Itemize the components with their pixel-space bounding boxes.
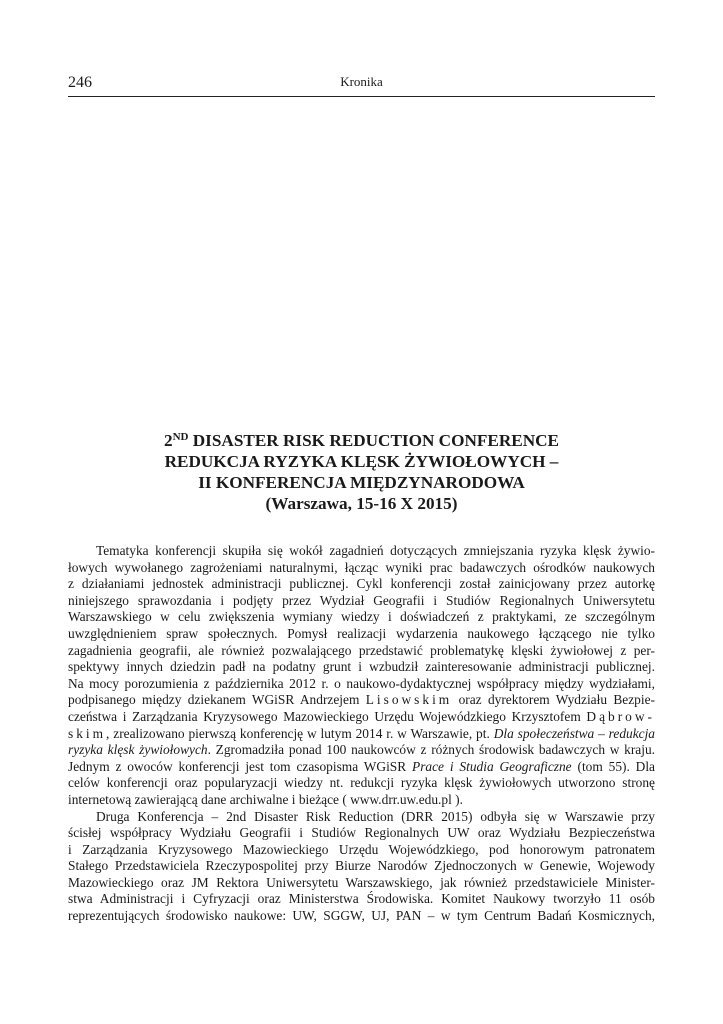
body-line: internetową zawierającą dane archiwalne i bieżące ( www.drr.uw.edu.pl ). [68, 791, 463, 807]
body-line: ścisłej współpracy Wydziału Geografii i Studiów Regionalnych UW oraz Wydziału Bezpieczeństwa [68, 825, 655, 841]
body-line [68, 759, 655, 776]
body-line [68, 692, 655, 709]
body-line: łowych wywołanego zagrożeniami naturalnymi, łącząc wyniki prac badawczych ośrodków naukowych [68, 559, 655, 575]
text-run: czeństwa i Zarządzania Kryzysowego Mazowieckiego Urzędu Wojewódzkiego Krzysztofem [68, 708, 587, 724]
body-line: celów konferencji oraz popularyzacji wiedzy nt. redukcji ryzyka klęsk żywiołowych utworzono stronę [68, 775, 655, 791]
person-name: Lisowskim [365, 692, 453, 708]
body-line: spektywy innych dziedzin padł na podatny grunt i wzbudził zainteresowanie administracji publicznej. [68, 659, 655, 675]
article-title [68, 430, 655, 514]
title-line-3: II KONFERENCJA MIĘDZYNARODOWA [198, 473, 525, 492]
body-line: Tematyka konferencji skupiła się wokół zagadnień dotyczących zmniejszania ryzyka klęsk żywio- [96, 543, 655, 558]
title-ordinal: 2 [163, 431, 173, 450]
body-line: Warszawskiego w celu zwiększenia wymiany wiedzy i doświadczeń z praktykami, ze szczególnym [68, 609, 655, 625]
italic-title: ryzyka klęsk żywiołowych [68, 742, 208, 758]
body-line: reprezentujących środowisko naukowe: UW, SGGW, UJ, PAN – w tym Centrum Badań Kosmicznych, [68, 908, 655, 924]
italic-title: Dla społeczeństwa – redukcja [493, 725, 655, 741]
text-run: . Zgromadziła ponad 100 naukowców z różnych środowisk badawczych w kraju. [207, 742, 655, 758]
running-title: Kronika [340, 74, 383, 89]
body-line: stwa Administracji i Cyfryzacji oraz Ministerstwa Środowiska. Komitet Naukowy tworzyło 11 osób [68, 891, 655, 907]
person-name: Dąbrow- [586, 708, 655, 724]
body-line: z działaniami jednostek administracji publicznej. Cykl konferencji został zainicjowany przez autorkę [68, 576, 655, 592]
text-run: oraz dyrektorem Wydziału Bezpie- [452, 692, 655, 708]
title-line-1 [68, 430, 655, 451]
body-line: Na mocy porozumienia z października 2012 r. o naukowo-dydaktycznej współpracy między wydziałami, [68, 675, 655, 691]
body-line: niniejszego sprawozdania i podjęty przez Wydział Geografii i Studiów Regionalnych Uniwersytetu [68, 592, 655, 608]
body-line: zagadnienia geografii, ale również pozwalającego przedstawić problematykę klęski żywiołowej z per- [68, 642, 655, 658]
title-english: DISASTER RISK REDUCTION CONFERENCE [188, 431, 560, 450]
page-number: 246 [68, 74, 92, 91]
title-line-2: REDUKCJA RYZYKA KLĘSK ŻYWIOŁOWYCH – [164, 452, 559, 471]
body-line [68, 709, 655, 726]
body-line: Mazowieckiego oraz JM Rektora Uniwersytetu Warszawskiego, jak również przedstawiciele Minister- [68, 874, 655, 890]
body-line [68, 726, 655, 743]
article-body [68, 543, 655, 925]
text-run: , zrealizowano pierwszą konferencję w lutym 2014 r. w Warszawie, pt. [106, 725, 494, 741]
text-run: (tom 55). Dla [571, 758, 655, 774]
body-line: Druga Konferencja – 2nd Disaster Risk Reduction (DRR 2015) odbyła się w Warszawie przy [96, 808, 655, 824]
page-header [68, 72, 655, 97]
title-ordinal-suffix: ND [172, 431, 189, 443]
body-line: Stałego Przedstawiciela Rzeczypospolitej przy Biurze Narodów Zjednoczonych w Genewie, Wojewody [68, 858, 655, 874]
body-line [68, 742, 655, 759]
text-run: Jednym z owoców konferencji jest tom czasopisma WGiSR [68, 758, 413, 774]
title-line-4: (Warszawa, 15-16 X 2015) [265, 494, 458, 513]
person-name: skim [68, 725, 107, 741]
text-run: podpisanego między dziekanem WGiSR Andrzejem [68, 692, 366, 708]
body-line: uwzględnieniem spraw społecznych. Pomysł realizacji wydarzenia naukowego łączącego nie tylko [68, 625, 655, 641]
body-line: i Zarządzania Kryzysowego Mazowieckiego Urzędu Wojewódzkiego, pod honorowym patronatem [68, 841, 655, 857]
journal-title: Prace i Studia Geograficzne [412, 758, 572, 774]
